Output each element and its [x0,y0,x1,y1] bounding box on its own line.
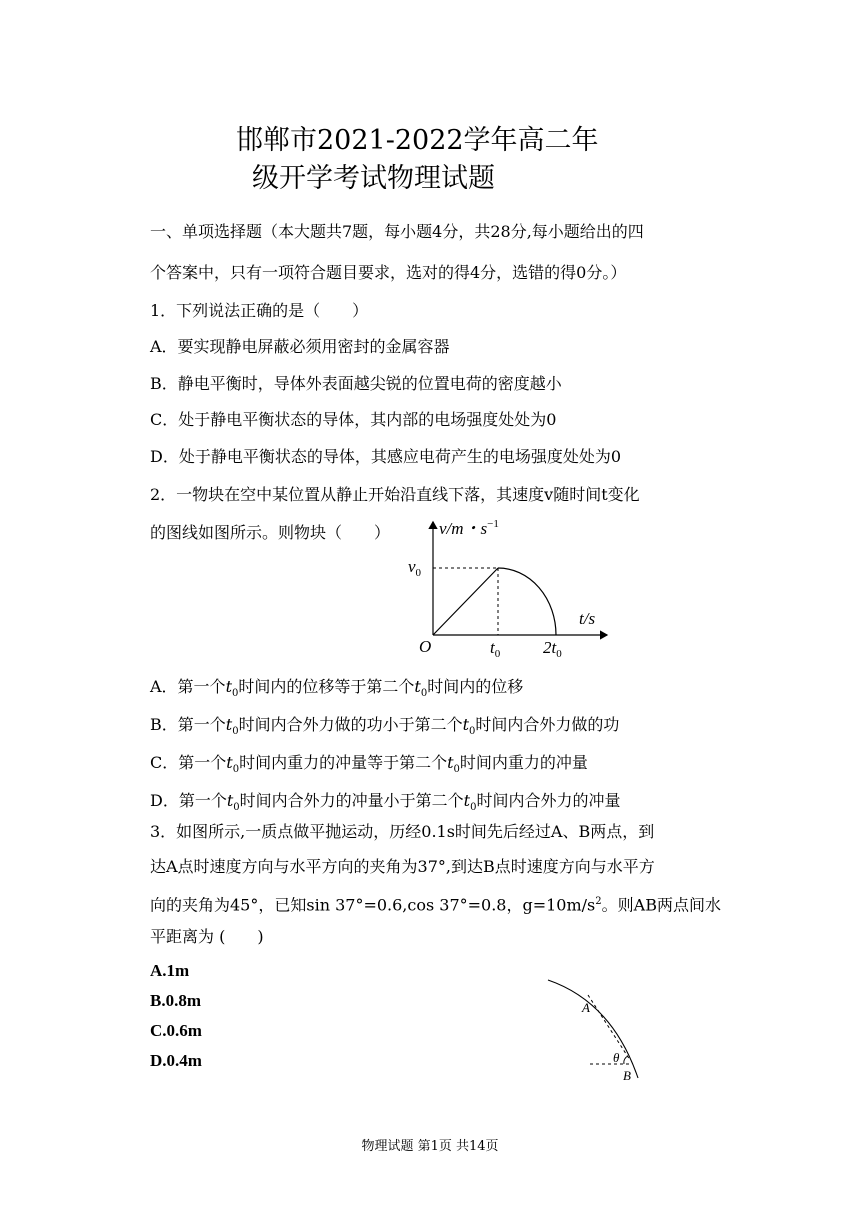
q1-stem: 1．下列说法正确的是（ ） [150,301,369,320]
t0-label: $t_0$ [490,638,501,660]
q2-option-c: C．第一个$t_0$时间内重力的冲量等于第二个$t_0$时间内重力的冲量 [150,753,588,776]
exam-title-line1: 邯郸市2021-2022学年高二年 [236,125,599,156]
theta-arc [624,1056,628,1064]
page-footer: 物理试题 第1页 共14页 [361,1139,499,1154]
y-axis-label: v/m・$s^{-1}$ [439,518,499,538]
q2-option-d: D．第一个$t_0$时间内合外力的冲量小于第二个$t_0$时间内合外力的冲量 [150,791,621,814]
velocity-fall-arc [498,568,556,635]
point-b-label: B [623,1068,631,1083]
exam-title-line2: 级开学考试物理试题 [252,163,495,194]
2t0-label: $2t_0$ [543,638,562,660]
q1-option-a: A．要实现静电屏蔽必须用密封的金属容器 [150,337,450,356]
section-heading-line2: 个答案中，只有一项符合题目要求，选对的得4分，选错的得0分。） [150,263,627,282]
trajectory-curve [548,980,638,1078]
q2-velocity-time-graph [395,512,625,662]
q3-option-a: A.1m [150,961,190,980]
x-axis-label: t/s [579,609,596,628]
velocity-rise-line [433,568,498,635]
q3-projectile-figure [540,970,650,1085]
q3-stem-line1: 3．如图所示,一质点做平抛运动，历经0.1s时间先后经过A、B两点，到 [150,822,655,841]
q3-option-b: B.0.8m [150,991,201,1010]
point-a-label: A [582,1000,590,1015]
q1-option-c: C．处于静电平衡状态的导体，其内部的电场强度处处为0 [150,410,557,429]
theta-label: θ [613,1050,620,1065]
v0-label: $v_0$ [408,557,422,579]
q2-option-b: B．第一个$t_0$时间内合外力做的功小于第二个$t_0$时间内合外力做的功 [150,715,620,738]
q3-stem-line3: 向的夹角为45°，已知sin 37°=0.6,cos 37°=0.8，$g=10m/s^2$。则AB两点间水 [150,895,721,915]
q3-option-c: C.0.6m [150,1021,202,1040]
q2-stem-line1: 2．一物块在空中某位置从静止开始沿直线下落，其速度v随时间t变化 [150,485,640,504]
q3-option-d: D.0.4m [150,1051,202,1070]
q3-stem-line4: 平距离为 ( ) [150,927,264,946]
ab-dashed-line [588,995,630,1060]
section-heading-line1: 一、单项选择题（本大题共7题，每小题4分，共28分,每小题给出的四 [150,222,644,241]
q3-stem-line2: 达A点时速度方向与水平方向的夹角为37°,到达B点时速度方向与水平方 [150,857,655,876]
q1-option-d: D．处于静电平衡状态的导体，其感应电荷产生的电场强度处处为0 [150,447,622,466]
origin-label: O [419,637,432,656]
q2-stem-line2: 的图线如图所示。则物块（ ） [150,523,391,542]
q2-option-a: A．第一个$t_0$时间内的位移等于第二个$t_0$时间内的位移 [150,677,524,700]
q1-option-b: B．静电平衡时，导体外表面越尖锐的位置电荷的密度越小 [150,374,562,393]
